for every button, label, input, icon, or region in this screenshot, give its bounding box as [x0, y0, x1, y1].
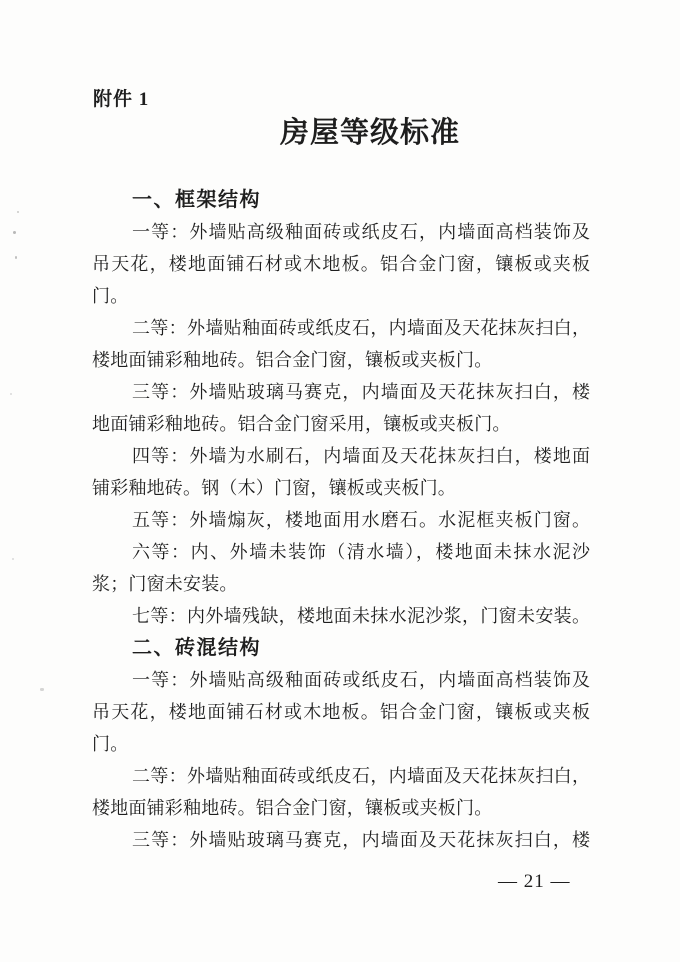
- text-line: 一等：外墙贴高级釉面砖或纸皮石，内墙面高档装饰及: [132, 670, 590, 690]
- text-line: 楼地面铺彩釉地砖。铝合金门窗，镶板或夹板门。: [92, 798, 493, 818]
- text-line: 地面铺彩釉地砖。铝合金门窗采用，镶板或夹板门。: [92, 414, 511, 434]
- scan-speck: [10, 393, 12, 395]
- document-title: 房屋等级标准: [280, 117, 461, 149]
- scan-speck: [12, 558, 14, 560]
- text-line: 二等：外墙贴釉面砖或纸皮石，内墙面及天花抹灰扫白，: [132, 766, 590, 786]
- text-line: 四等：外墙为水刷石，内墙面及天花抹灰扫白，楼地面: [132, 446, 590, 466]
- text-line: 二等：外墙贴釉面砖或纸皮石，内墙面及天花抹灰扫白，: [132, 318, 590, 338]
- text-line: 三等：外墙贴玻璃马赛克，内墙面及天花抹灰扫白，楼: [132, 830, 590, 850]
- text-line: 五等：外墙煽灰，楼地面用水磨石。水泥框夹板门窗。: [132, 510, 590, 530]
- scan-speck: [15, 256, 17, 259]
- page-number: — 21 —: [498, 871, 571, 892]
- scan-speck: [13, 231, 16, 234]
- text-line: 三等：外墙贴玻璃马赛克，内墙面及天花抹灰扫白，楼: [132, 382, 590, 402]
- document-body: [92, 184, 590, 856]
- text-line: 门。: [92, 286, 129, 306]
- text-line: 吊天花，楼地面铺石材或木地板。铝合金门窗，镶板或夹板: [92, 702, 590, 722]
- text-line: 吊天花，楼地面铺石材或木地板。铝合金门窗，镶板或夹板: [92, 254, 590, 274]
- text-line: 七等：内外墙残缺，楼地面未抹水泥沙浆，门窗未安装。: [132, 606, 590, 626]
- text-line: 一等：外墙贴高级釉面砖或纸皮石，内墙面高档装饰及: [132, 222, 590, 242]
- scan-speck: [40, 688, 44, 691]
- text-line: 楼地面铺彩釉地砖。铝合金门窗，镶板或夹板门。: [92, 350, 493, 370]
- attachment-label: 附件 1: [93, 89, 150, 110]
- text-line: 浆；门窗未安装。: [92, 574, 238, 594]
- text-line: 六等：内、外墙未装饰（清水墙），楼地面未抹水泥沙: [132, 542, 590, 562]
- section-heading: 一、框架结构: [132, 189, 261, 211]
- text-line: 铺彩釉地砖。钢（木）门窗，镶板或夹板门。: [92, 478, 456, 498]
- text-line: 门。: [92, 734, 129, 754]
- section-heading: 二、砖混结构: [132, 637, 261, 659]
- scan-speck: [17, 211, 19, 213]
